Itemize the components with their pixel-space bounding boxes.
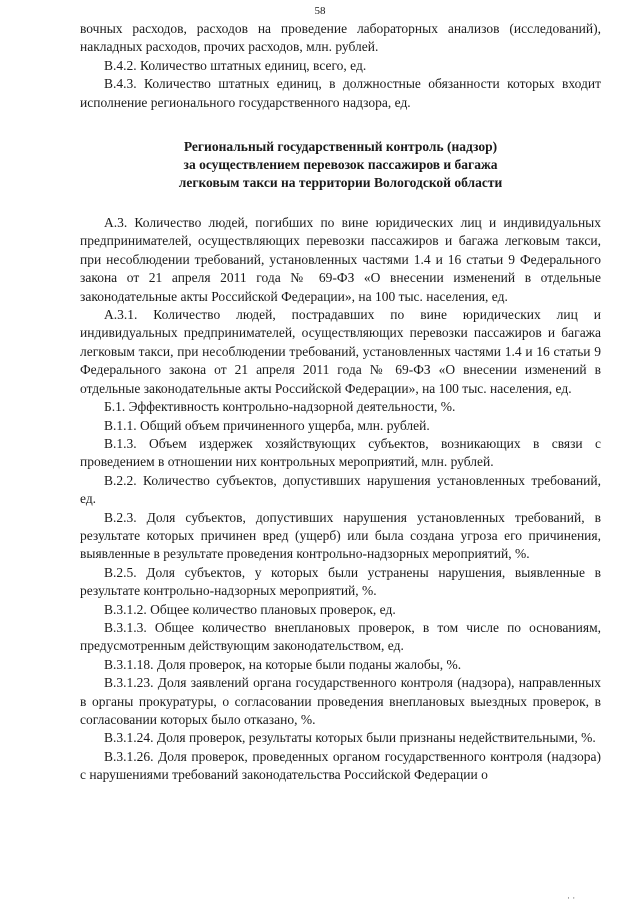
paragraph-v-3-1-24: В.3.1.24. Доля проверок, результаты которых были признаны недействительными, %. — [104, 730, 596, 746]
paragraph-v-2-2: В.2.2. Количество субъектов, допустивших нарушения установленных требований, ед. — [80, 472, 601, 507]
paragraph-v-1-3: В.1.3. Объем издержек хозяйствующих субъектов, возникающих в связи с проведением в отношении них контрольных мероприятий, млн. рублей. — [80, 435, 601, 470]
paragraph-b-4-2: В.4.2. Количество штатных единиц, всего, ед. — [104, 57, 367, 73]
page-number: 58 — [314, 5, 326, 17]
scan-mark: · · — [567, 893, 576, 903]
paragraph-a-3-1: А.3.1. Количество людей, пострадавших по вине юридических лиц и индивидуальных предпринимателей, осуществляющих перевозки пассажиров и багажа легковым такси, при несоблюдении требований, установленных частями 1.4 и 16 статьи 9 Федерального закона от 21 апреля 2011 года № 69-ФЗ «О внесении изменений в отдельные законодательные акты Российской Федерации», на 100 тыс. населения, ед. — [80, 307, 601, 396]
paragraph-v-2-3: В.2.3. Доля субъектов, допустивших нарушения установленных требований, в результате которых причинен вред (ущерб) или была создана угроза его причинения, выявленные в результате проведения контрольно-надзорных мероприятий, %. — [80, 509, 601, 562]
paragraph-v-3-1-18: В.3.1.18. Доля проверок, на которые были поданы жалобы, %. — [104, 656, 462, 672]
paragraph-v-3-1-2: В.3.1.2. Общее количество плановых проверок, ед. — [104, 601, 396, 617]
paragraph-continuation: вочных расходов, расходов на проведение лабораторных анализов (исследований), накладных расходов, прочих расходов, млн. рублей. — [80, 21, 601, 55]
heading-line: Региональный государственный контроль (надзор) — [183, 139, 498, 155]
paragraph-v-2-5: В.2.5. Доля субъектов, у которых были устранены нарушения, выявленные в результате контрольно-надзорных мероприятий, %. — [80, 564, 601, 599]
paragraph-v-3-1-23: В.3.1.23. Доля заявлений органа государственного контроля (надзора), направленных в органы прокуратуры, о согласовании проведения внеплановых выездных проверок, в согласовании которых было отказано, %. — [80, 675, 601, 727]
paragraph-b-1: Б.1. Эффективность контрольно-надзорной деятельности, %. — [104, 399, 456, 415]
paragraph-a-3: А.3. Количество людей, погибших по вине юридических лиц и индивидуальных предпринимателей, осуществляющих перевозки пассажиров и багажа легковым такси, при несоблюдении требований, установленных частями 1.4 и 16 статьи 9 Федерального закона от 21 апреля 2011 года № 69-ФЗ «О внесении изменений в отдельные законодательные акты Российской Федерации», на 100 тыс. населения, ед. — [80, 215, 601, 304]
paragraph-v-3-1-26: В.3.1.26. Доля проверок, проведенных органом государственного контроля (надзора) с нарушениями требований законодательства Российской Федерации о — [80, 748, 601, 783]
paragraph-v-3-1-3: В.3.1.3. Общее количество внеплановых проверок, в том числе по основаниям, предусмотренным действующим законодательством, ед. — [80, 619, 601, 654]
section-heading — [80, 138, 601, 192]
document-page — [80, 20, 601, 785]
heading-line: за осуществлением перевозок пассажиров и багажа — [183, 157, 498, 173]
paragraph-b-4-3: В.4.3. Количество штатных единиц, в должностные обязанности которых входит исполнение регионального государственного надзора, ед. — [80, 76, 601, 110]
heading-line: легковым такси на территории Вологодской области — [178, 175, 503, 191]
paragraph-v-1-1: В.1.1. Общий объем причиненного ущерба, млн. рублей. — [104, 417, 430, 433]
